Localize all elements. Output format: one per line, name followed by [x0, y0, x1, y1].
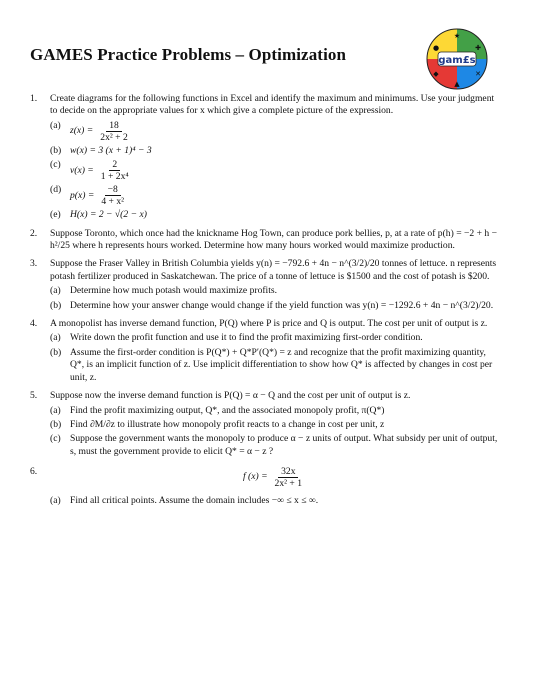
part-text: Determine how your answer change would change if the yield function was y(n) = −1292.6 + 4n − n^(3/2)/20. — [70, 299, 494, 311]
part-text: Assume the first-order condition is P(Q*) + Q*P′(Q*) = z and recognize that the profit maximizing quantity, Q*, is an implicit function of z. Use implicit differentiation to show how Q* is affected by changes in cost per unit, z. — [70, 346, 493, 383]
problem-number: 5. — [30, 390, 38, 402]
games-logo — [426, 28, 488, 90]
svg-text:●: ● — [432, 44, 440, 52]
page-title: GAMES Practice Problems – Optimization — [30, 45, 347, 64]
logo-wheel — [427, 29, 487, 89]
part-label: (b) — [50, 346, 62, 358]
problem-5a — [50, 405, 498, 417]
problem-1b — [50, 145, 498, 157]
problem-1c — [50, 159, 498, 182]
part-text: Write down the profit function and use it to find the profit maximizing first-order condition. — [70, 332, 423, 344]
part-label: (a) — [50, 404, 61, 416]
problem-6-equation — [50, 466, 498, 489]
problem-1d — [50, 184, 498, 207]
part-label: (b) — [50, 144, 62, 156]
problem-4b — [50, 347, 498, 384]
part-label: (a) — [50, 119, 61, 131]
problem-6a — [50, 495, 498, 507]
problem-number: 2. — [30, 227, 38, 239]
part-label: (b) — [50, 299, 62, 311]
part-text: Suppose the government wants the monopoly to produce α − z units of output. What subsidy per unit of output, s, must the government provide to elicit Q* = α − z ? — [70, 433, 498, 457]
numerator: 18 — [106, 120, 122, 132]
problem-5 — [30, 390, 498, 458]
fraction — [97, 120, 130, 143]
part-label: (a) — [50, 332, 61, 344]
fraction — [272, 466, 305, 489]
fraction — [98, 184, 127, 207]
equation-lhs: z(x) = — [70, 125, 94, 137]
part-label: (a) — [50, 495, 61, 507]
equation-lhs: v(x) = — [70, 164, 94, 176]
equation-lhs: f (x) = — [242, 471, 268, 483]
problem-text: Suppose Toronto, which once had the knickname Hog Town, can produce pork bellies, p, at a rate of p(h) = −2 + h − h²/25 where h represents hours worked. Determine how many hours worked would maximize production. — [50, 227, 498, 252]
problem-6 — [30, 466, 498, 507]
problem-3 — [30, 258, 498, 312]
problem-number: 3. — [30, 258, 38, 270]
fraction — [98, 159, 132, 182]
svg-text:▲: ▲ — [454, 80, 460, 88]
problem-number: 4. — [30, 318, 38, 330]
problem-1e — [50, 209, 498, 221]
denominator: 4 + x² — [101, 196, 125, 208]
problem-3b — [50, 300, 498, 312]
part-label: (a) — [50, 285, 61, 297]
part-text: Find the profit maximizing output, Q*, and the associated monopoly profit, π(Q*) — [70, 404, 385, 416]
problem-5b — [50, 419, 498, 431]
problem-text: A monopolist has inverse demand function, P(Q) where P is price and Q is output. The cost per unit of output is z. — [50, 318, 488, 330]
part-label: (c) — [50, 433, 61, 445]
part-label: (c) — [50, 159, 61, 171]
problem-list — [30, 93, 498, 514]
part-label: (b) — [50, 418, 62, 430]
problem-text: Suppose the Fraser Valley in British Columbia yields y(n) = −792.6 + 4n − n^(3/2)/20 tonnes of lettuce. n represents potash fertilizer produced in Saskatchewan. The price of a tonne of lettuce is $1500 and the cost of potash is $200. — [50, 258, 497, 282]
problem-5c — [50, 433, 498, 458]
denominator: 2x² + 2 — [100, 131, 128, 143]
equation: w(x) = 3 (x + 1)⁴ − 3 — [70, 144, 152, 156]
problem-2 — [30, 228, 498, 253]
svg-text:✚: ✚ — [475, 44, 481, 52]
svg-text:✕: ✕ — [475, 70, 481, 78]
equation-lhs: p(x) = — [70, 189, 95, 201]
problem-text: Suppose now the inverse demand function is P(Q) = α − Q and the cost per unit of output is z. — [50, 390, 411, 402]
denominator: 1 + 2x⁴ — [100, 171, 129, 183]
svg-text:◆: ◆ — [433, 70, 439, 78]
problem-1a — [50, 120, 498, 143]
part-text: Find ∂M/∂z to illustrate how monopoly profit reacts to a change in cost per unit, z — [70, 418, 385, 430]
problem-text: Create diagrams for the following functions in Excel and identify the maximum and minimums. Use your judgment to decide on the appropriate values for x which give a complete picture of the expression. — [50, 93, 495, 117]
problem-4a — [50, 332, 498, 344]
problem-number: 1. — [30, 93, 38, 104]
part-label: (d) — [50, 184, 62, 196]
part-text: Determine how much potash would maximize profits. — [70, 285, 278, 297]
problem-3a — [50, 285, 498, 297]
numerator: 2 — [109, 159, 120, 171]
denominator: 2x² + 1 — [274, 478, 303, 490]
part-text: Find all critical points. Assume the domain includes −∞ ≤ x ≤ ∞. — [70, 495, 319, 507]
svg-text:★: ★ — [453, 32, 461, 40]
equation: H(x) = 2 − √(2 − x) — [70, 209, 147, 221]
problem-4 — [30, 318, 498, 384]
numerator: −8 — [105, 184, 121, 196]
problem-number: 6. — [30, 466, 38, 478]
problem-1 — [30, 93, 498, 222]
logo-text: gam£s — [438, 55, 476, 66]
part-label: (e) — [50, 209, 61, 221]
numerator: 32x — [278, 466, 298, 478]
